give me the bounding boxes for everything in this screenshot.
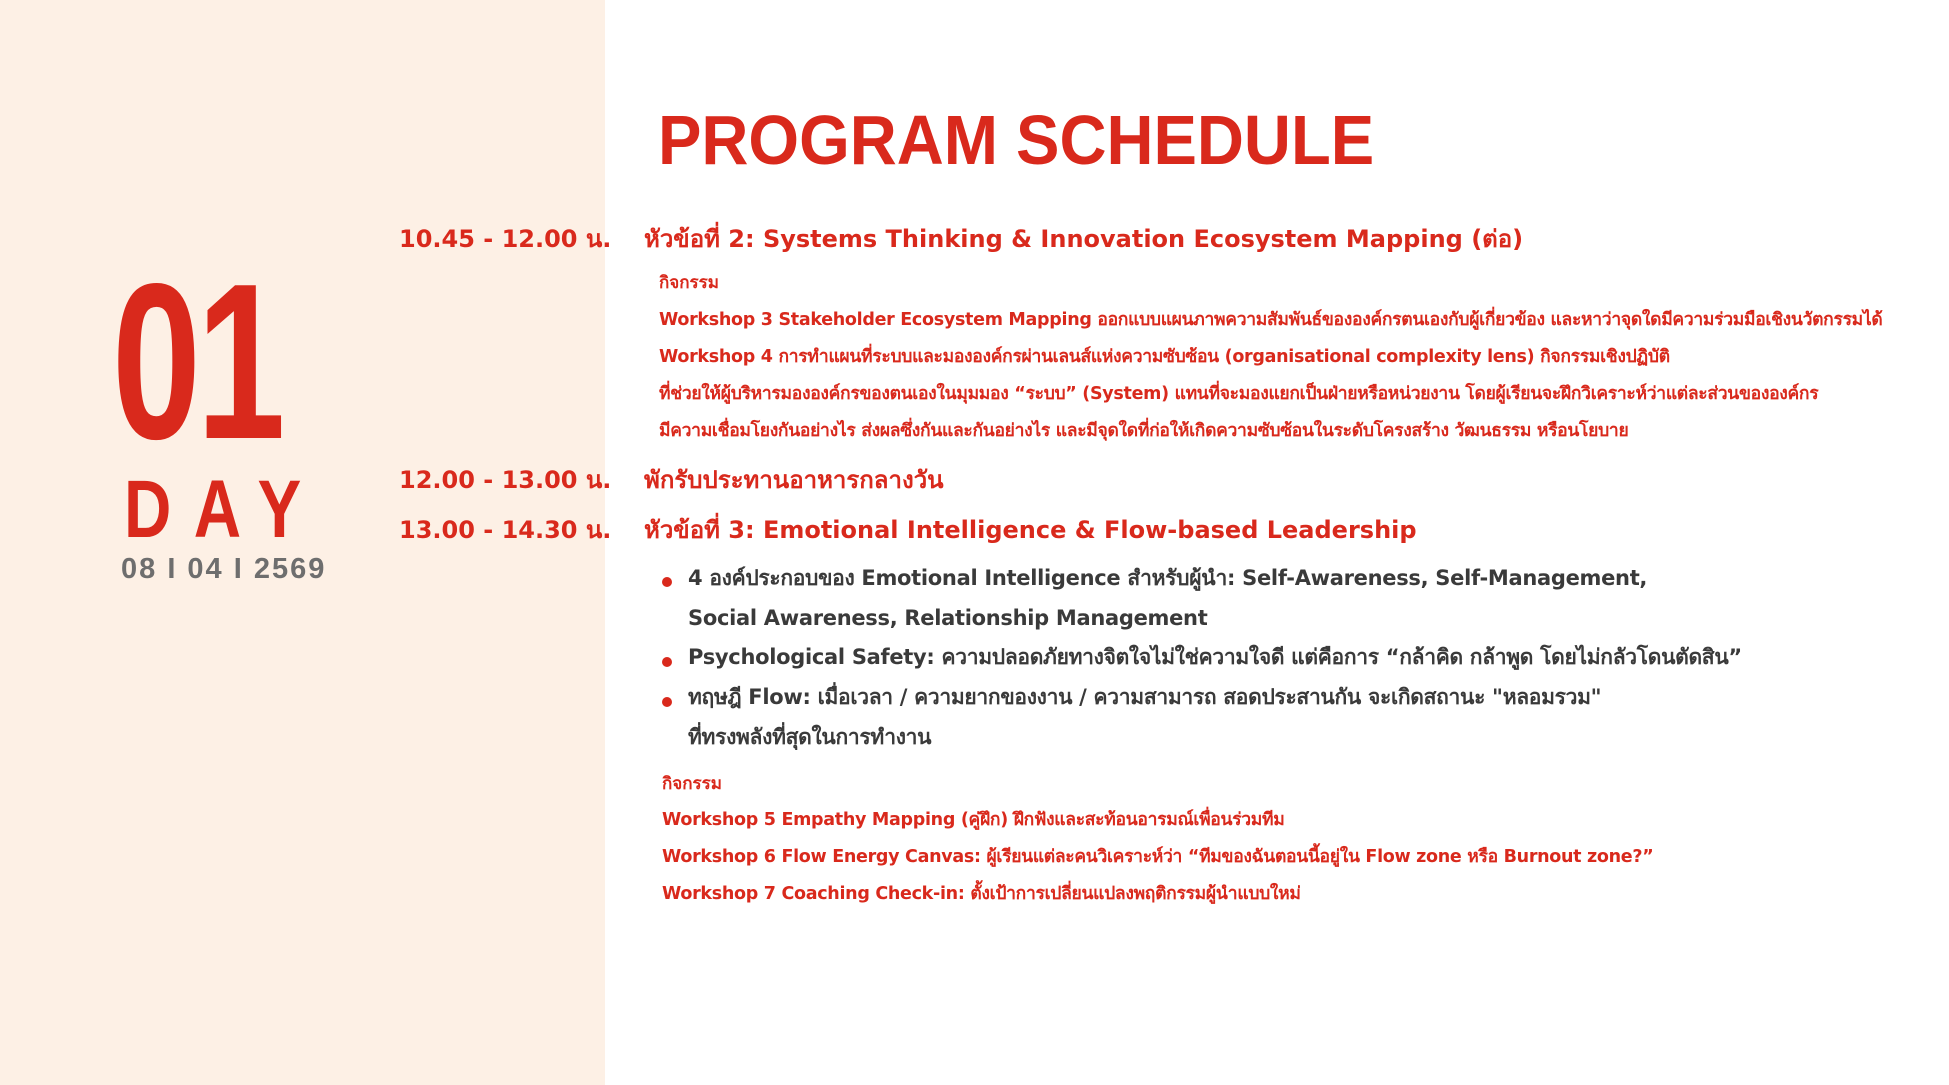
- activity-label: กิจกรรม: [659, 273, 720, 293]
- activity-line: Workshop 5 Empathy Mapping (คู่ฝึก) ฝึกฟังและสะท้อนอารมณ์เพื่อนร่วมทีม: [662, 810, 1285, 830]
- bullet-dot-icon: [662, 657, 672, 667]
- activity-label: กิจกรรม: [662, 774, 723, 794]
- bullet-item: 4 องค์ประกอบของ Emotional Intelligence สำหรับผู้นำ: Self-Awareness, Self-Management,: [688, 566, 1648, 590]
- bullet-dot-icon: [662, 577, 672, 587]
- session-time: 13.00 - 14.30 น.: [399, 516, 612, 544]
- session-title: หัวข้อที่ 2: Systems Thinking & Innovation Ecosystem Mapping (ต่อ): [644, 225, 1524, 253]
- day-number: 01: [112, 238, 282, 486]
- page-title: PROGRAM SCHEDULE: [658, 101, 1375, 179]
- activity-line: มีความเชื่อมโยงกันอย่างไร ส่งผลซึ่งกันและกันอย่างไร และมีจุดใดที่ก่อให้เกิดความซับซ้อนในระดับโครงสร้าง วัฒนธรรม หรือนโยบาย: [659, 421, 1629, 441]
- day-date: 08 I 04 I 2569: [121, 553, 327, 585]
- activity-line: Workshop 4 การทำแผนที่ระบบและมององค์กรผ่านเลนส์แห่งความซับซ้อน (organisational complexity lens) กิจกรรมเชิงปฏิบัติ: [659, 347, 1670, 367]
- bullet-dot-icon: [662, 697, 672, 707]
- session-time: 10.45 - 12.00 น.: [399, 225, 612, 253]
- activity-line: ที่ช่วยให้ผู้บริหารมององค์กรของตนเองในมุมมอง “ระบบ” (System) แทนที่จะมองแยกเป็นฝ่ายหรือหน่วยงาน โดยผู้เรียนจะฝึกวิเคราะห์ว่าแต่ละส่วนขององค์กร: [659, 384, 1819, 404]
- session-title: หัวข้อที่ 3: Emotional Intelligence & Flow-based Leadership: [644, 516, 1417, 544]
- day-label: DAY: [124, 464, 324, 555]
- bullet-item: Psychological Safety: ความปลอดภัยทางจิตใจไม่ใช่ความใจดี แต่คือการ “กล้าคิด กล้าพูด โดยไม่กลัวโดนตัดสิน”: [688, 645, 1742, 669]
- bullet-item: ทฤษฎี Flow: เมื่อเวลา / ความยากของงาน / ความสามารถ สอดประสานกัน จะเกิดสถานะ "หลอมรวม": [688, 685, 1602, 709]
- bullet-item-continued: ที่ทรงพลังที่สุดในการทำงาน: [688, 725, 932, 749]
- activity-line: Workshop 7 Coaching Check-in: ตั้งเป้าการเปลี่ยนแปลงพฤติกรรมผู้นำแบบใหม่: [662, 884, 1301, 904]
- session-title: พักรับประทานอาหารกลางวัน: [644, 466, 944, 494]
- activity-line: Workshop 6 Flow Energy Canvas: ผู้เรียนแต่ละคนวิเคราะห์ว่า “ทีมของฉันตอนนี้อยู่ใน Flow zone หรือ Burnout zone?”: [662, 847, 1654, 867]
- bullet-item-continued: Social Awareness, Relationship Management: [688, 606, 1208, 630]
- session-time: 12.00 - 13.00 น.: [399, 466, 612, 494]
- activity-line: Workshop 3 Stakeholder Ecosystem Mapping ออกแบบแผนภาพความสัมพันธ์ขององค์กรตนเองกับผู้เกี่ยวข้อง และหาว่าจุดใดมีความร่วมมือเชิงนวัตกรรมได้: [659, 310, 1883, 330]
